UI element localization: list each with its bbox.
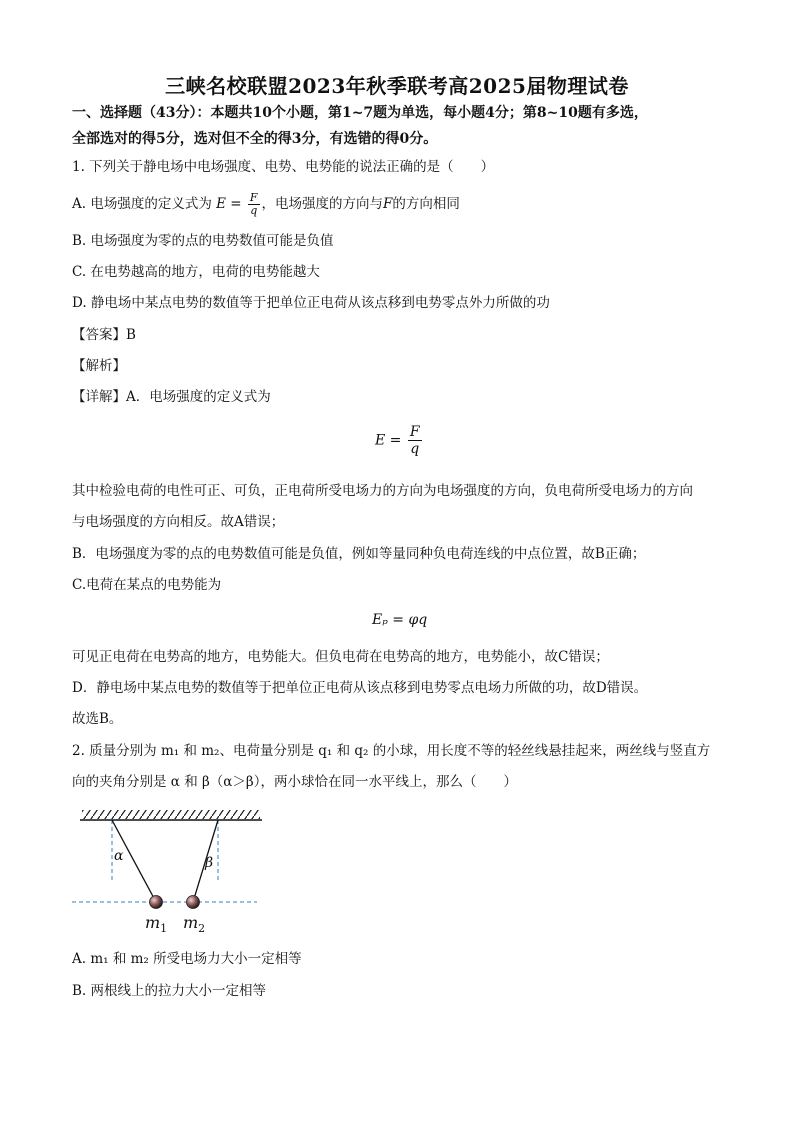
q2-option-b: B. 两根线上的拉力大小一定相等 (72, 983, 267, 999)
section-heading-line2: 全部选对的得5分，选对但不全的得3分，有选错的得0分。 (72, 131, 438, 147)
q1-detail-intro: 【详解】A．电场强度的定义式为 (72, 389, 271, 405)
q1-option-b: B. 电场强度为零的点的电势数值可能是负值 (72, 233, 334, 249)
formula-denominator: q (410, 441, 420, 457)
formula-lhs: E = (375, 432, 402, 449)
q1-option-a-post: ，电场强度的方向与 (261, 196, 384, 212)
ball-m2 (187, 896, 200, 909)
mass-m2-label (183, 913, 205, 935)
q1-explain-a-line2: 与电场强度的方向相反。故A错误； (72, 514, 285, 530)
q1-option-a (72, 192, 460, 217)
ceiling-hatch (82, 810, 260, 819)
q1-explain-d: D．静电场中某点电势的数值等于把单位正电荷从该点移到电势零点电场力所做的功，故D错误。 (72, 680, 648, 696)
q1-conclusion: 故选B。 (72, 711, 123, 727)
ball-m1 (150, 896, 163, 909)
q1-option-a-pre: A. 电场强度的定义式为 (72, 196, 212, 212)
section-heading-line1: 一、选择题（43分）：本题共10个小题，第1~7题为单选，每小题4分；第8~10题有多选， (72, 105, 648, 121)
q1-explain-c-intro: C.电荷在某点的电势能为 (72, 577, 222, 593)
angle-alpha-label: α (114, 848, 124, 864)
formula-potential-energy: Eₚ = φq (372, 612, 428, 628)
mass-m2-subscript: 2 (198, 922, 206, 935)
q1-explain-a-line1: 其中检验电荷的电性可正、可负，正电荷所受电场力的方向为电场强度的方向，负电荷所受电场力的方向 (72, 483, 693, 499)
q1-analysis-label: 【解析】 (72, 358, 126, 374)
q2-option-a: A. m₁ 和 m₂ 所受电场力大小一定相等 (72, 951, 302, 967)
q1-option-a-fraction (248, 192, 260, 217)
page-title: 三峡名校联盟2023年秋季联考高2025届物理试卷 (165, 74, 629, 98)
mass-m1-letter: m (145, 913, 161, 932)
formula-electric-field (375, 424, 424, 457)
q1-option-c: C. 在电势越高的地方，电荷的电势能越大 (72, 264, 320, 280)
q1-stem: 1. 下列关于静电场中电场强度、电势、电势能的说法正确的是（ ） (72, 159, 495, 175)
fraction-numerator: F (249, 191, 258, 204)
q1-explain-c: 可见正电荷在电势高的地方，电势能大。但负电荷在电势高的地方，电势能小，故C错误； (72, 649, 609, 665)
q1-option-a-F: F (383, 196, 393, 212)
q2-stem-line2: 向的夹角分别是 α 和 β（α＞β），两小球恰在同一水平线上，那么（ ） (72, 774, 517, 790)
q1-explain-b: B．电场强度为零的点的电势数值可能是负值，例如等量同种负电荷连线的中点位置，故B正确； (72, 546, 646, 562)
formula-numerator: F (409, 424, 420, 440)
mass-m1-label (145, 913, 167, 935)
mass-m2-letter: m (183, 913, 199, 932)
formula-fraction (408, 424, 422, 457)
angle-beta-label: β (205, 855, 214, 871)
pendulum-diagram (72, 806, 272, 936)
q2-stem-line1: 2. 质量分别为 m₁ 和 m₂、电荷量分别是 q₁ 和 q₂ 的小球，用长度不等的轻丝线悬挂起来，两丝线与竖直方 (72, 743, 711, 759)
mass-m1-subscript: 1 (160, 922, 168, 935)
q1-option-a-formula: E = $\frac{F}{q}$ (216, 191, 258, 217)
fraction-denominator: q (250, 204, 258, 217)
q1-answer: 【答案】B (72, 327, 136, 343)
q1-option-a-end: 的方向相同 (392, 196, 460, 212)
q1-option-d: D. 静电场中某点电势的数值等于把单位正电荷从该点移到电势零点外力所做的功 (72, 295, 550, 311)
